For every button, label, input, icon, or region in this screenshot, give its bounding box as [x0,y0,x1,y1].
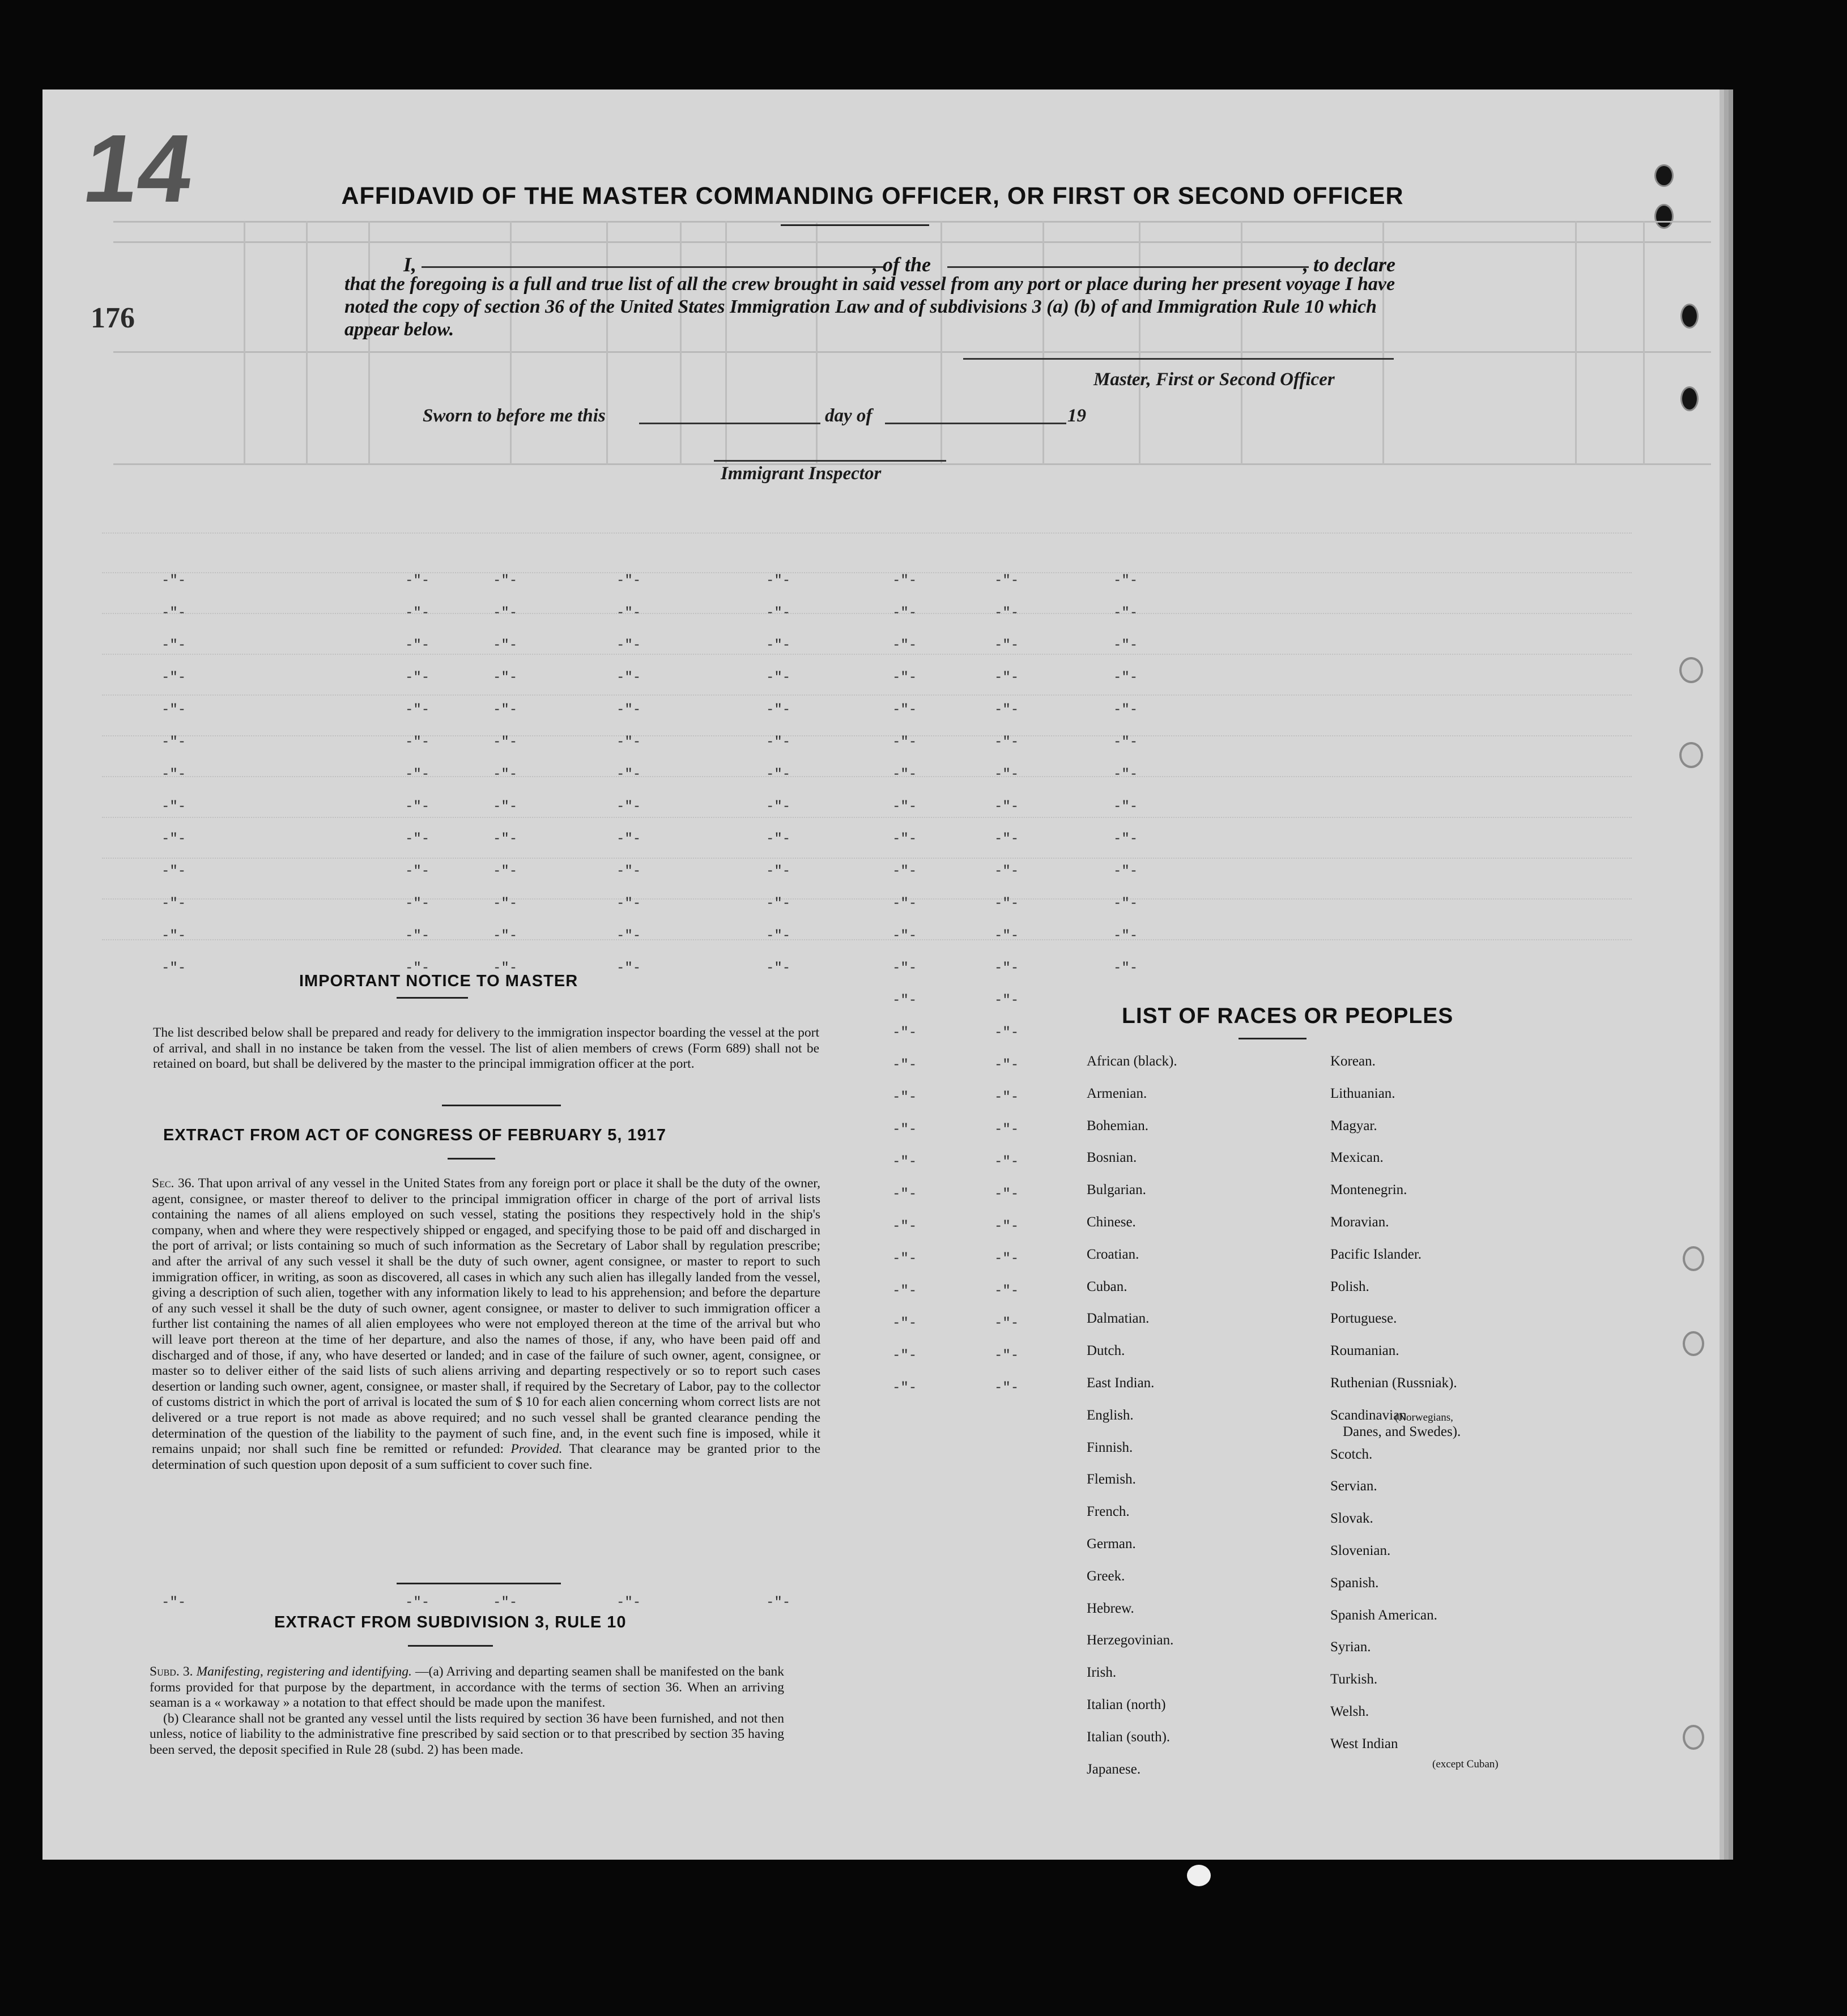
race-item: Polish. [1330,1278,1369,1294]
ditto-mark: -"- [161,1595,186,1610]
light-spot [1187,1865,1211,1886]
race-item: Spanish American. [1330,1607,1437,1623]
race-item: Armenian. [1087,1085,1147,1101]
ditto-mark: -"- [1113,896,1138,911]
ditto-mark: -"- [994,928,1019,944]
ditto-mark: -"- [161,638,186,653]
affidavit-statement: that the foregoing is a full and true list of all the crew brought in said vessel from any port or place during her present voyage I have noted the copy of section 36 of the United States Immigration Law and of subdivisions 3 (a) (b) of and Immigration Rule 10 which appear below. [344,274,1395,340]
ditto-mark: -"- [892,1025,917,1041]
race-item: Spanish. [1330,1575,1379,1591]
race-item: Roumanian. [1330,1343,1399,1359]
race-item: English. [1087,1407,1134,1423]
race-item: Syrian. [1330,1639,1371,1655]
ditto-mark: -"- [994,606,1019,621]
stamp-mark: 14 [77,115,200,223]
race-item: Servian. [1330,1478,1377,1494]
affidavit-i: I, [403,253,417,276]
ditto-mark: -"- [994,1122,1019,1137]
act-text [152,1176,820,1473]
ditto-mark: -"- [616,767,641,782]
ditto-mark: -"- [616,573,641,589]
race-item: Turkish. [1330,1672,1378,1687]
ditto-mark: -"- [405,864,430,879]
title-rule [781,224,929,226]
ditto-mark: -"- [161,832,186,847]
race-item: Greek. [1087,1568,1125,1584]
ditto-mark: -"- [1113,735,1138,750]
ditto-mark: -"- [994,638,1019,653]
binder-ring [1683,1246,1704,1271]
ditto-mark: -"- [616,896,641,911]
ditto-mark: -"- [493,702,518,718]
west-indian-note: (except Cuban) [1432,1758,1499,1770]
ditto-mark: -"- [994,670,1019,685]
ditto-mark: -"- [1113,702,1138,718]
affidavit-to-declare: , to declare [1303,253,1395,276]
ditto-mark: -"- [892,767,917,782]
race-item: Magyar. [1330,1118,1377,1133]
section-36-text: That upon arrival of any vessel in the United States from any foreign port or place it shall be the duty of the owner, agent, consignee, or master thereof to deliver to the principal immigration officer in charge of the port of arrival lists containing the names of all aliens employed on such vessel, stating the positions they respectively hold in the ship's company, when and where they were respectively shipped or engaged, and specifying those to be paid off and discharged in the port of arrival; or lists containing so much of such information as the Secretary of Labor shall by regulation prescribe; and after the arrival of any such vessel it shall be the duty of such owner, agent consignee, or master to report to such immigration officer, in writing, as soon as discovered, all cases in which any such alien has illegally landed from the vessel, giving a description of such alien, together with any information likely to lead to his apprehension; and before the departure of any such vessel it shall be the duty of such owner, agent consignee, or master to deliver to such immigration officer a further list containing the names of all alien employees who were not employed thereon at the time of the arrival but who will leave port thereon at the time of her departure, and also the names of those, if any, who have been paid off and discharged and of those, if any, who have deserted or landed; and in case of the failure of such owner, agent, consignee, or master so to deliver either of the said lists of such aliens arriving and departing respectively or so to report such cases desertion or landing such owner, agent, consignee, or master shall, if required by the Secretary of Labor, pay to the collector of customs district in which the port of arrival is located the sum of $ 10 for each alien concerning whom correct lists are not delivered or a true report is not made as above required; and no such vessel shall be granted clearance pending the determination of the question of the liability to the payment of such fine, and, in the event such fine is imposed, while it remains unpaid; nor shall such fine be remitted or refunded: [152,1176,821,1457]
ditto-mark: -"- [892,1090,917,1105]
ditto-mark: -"- [994,735,1019,750]
ditto-mark: -"- [766,767,791,782]
ditto-mark: -"- [892,1122,917,1137]
binder-ring [1683,1725,1704,1750]
ditto-mark: -"- [892,799,917,815]
ditto-mark: -"- [493,961,518,976]
binder-hole [1654,164,1674,187]
rule-extract-title: EXTRACT FROM SUBDIVISION 3, RULE 10 [274,1613,627,1631]
ditto-mark: -"- [892,702,917,718]
ditto-mark: -"- [1113,573,1138,589]
subd-label: Subd. 3. [150,1664,193,1679]
ditto-mark: -"- [405,767,430,782]
ditto-mark: -"- [1113,928,1138,944]
ditto-mark: -"- [1113,638,1138,653]
ditto-mark: -"- [766,606,791,621]
ditto-mark: -"- [892,1154,917,1170]
ditto-mark: -"- [616,864,641,879]
ditto-mark: -"- [161,896,186,911]
ditto-mark: -"- [892,928,917,944]
ditto-mark: -"- [161,573,186,589]
day-of: day of [825,406,873,426]
ditto-mark: -"- [161,702,186,718]
inspector-line [714,460,946,462]
ditto-mark: -"- [766,1595,791,1610]
act-rule [448,1158,495,1160]
ditto-mark: -"- [1113,961,1138,976]
ditto-mark: -"- [892,670,917,685]
rule-text [150,1664,784,1758]
race-item: French. [1087,1504,1130,1520]
ditto-mark: -"- [766,896,791,911]
race-item: Scotch. [1330,1446,1373,1462]
race-item: Bulgarian. [1087,1182,1146,1198]
race-item: Italian (south). [1087,1729,1171,1745]
ditto-mark: -"- [892,993,917,1008]
race-item: German. [1087,1536,1136,1552]
ditto-mark: -"- [616,928,641,944]
ditto-mark: -"- [994,1348,1019,1363]
ditto-mark: -"- [493,638,518,653]
binder-ring [1679,657,1703,683]
race-item: Bohemian. [1087,1118,1149,1133]
ditto-mark: -"- [493,1595,518,1610]
ditto-mark: -"- [766,638,791,653]
ditto-mark: -"- [994,702,1019,718]
race-item: Italian (north) [1087,1697,1166,1712]
ditto-mark: -"- [994,993,1019,1008]
ditto-mark: -"- [766,670,791,685]
scandinavian-note-1: (Norwegians, [1395,1412,1453,1423]
ditto-mark: -"- [892,832,917,847]
ditto-mark: -"- [405,799,430,815]
ditto-mark: -"- [994,1154,1019,1170]
ditto-mark: -"- [994,767,1019,782]
section-label: Sec. 36. [152,1176,195,1191]
ditto-mark: -"- [994,1058,1019,1073]
ditto-mark: -"- [994,1316,1019,1331]
act-extract-title: EXTRACT FROM ACT OF CONGRESS OF FEBRUARY 5, 1917 [163,1126,667,1144]
race-item: East Indian. [1087,1375,1155,1391]
ditto-mark: -"- [405,702,430,718]
race-item: Montenegrin. [1330,1182,1407,1198]
race-item: Japanese. [1087,1761,1141,1777]
ditto-mark: -"- [892,1058,917,1073]
ditto-mark: -"- [892,606,917,621]
notice-text: The list described below shall be prepared and ready for delivery to the immigration inspector boarding the vessel at the port of arrival, and shall in no instance be taken from the vessel. The list of alien members of crews (Form 689) shall not be retained on board, but shall be delivered by the master to the principal immigration officer at the port. [153,1025,819,1072]
ditto-mark: -"- [493,928,518,944]
race-item: Herzegovinian. [1087,1633,1174,1648]
ditto-mark: -"- [994,1380,1019,1396]
ditto-mark: -"- [405,961,430,976]
race-item: Scandinavian [1330,1407,1407,1423]
ditto-mark: -"- [1113,799,1138,815]
race-item: Dutch. [1087,1343,1125,1359]
ditto-mark: -"- [616,670,641,685]
race-item: Ruthenian (Russniak). [1330,1375,1457,1391]
ditto-mark: -"- [616,638,641,653]
ditto-mark: -"- [994,832,1019,847]
signature-line [963,358,1394,360]
ditto-mark: -"- [1113,832,1138,847]
binder-ring [1683,1331,1704,1356]
subd-heading: Manifesting, registering and identifying. [196,1664,412,1679]
ditto-mark: -"- [616,735,641,750]
ditto-mark: -"- [493,606,518,621]
ditto-mark: -"- [161,799,186,815]
ditto-mark: -"- [161,735,186,750]
ditto-mark: -"- [766,702,791,718]
race-item: Slovenian. [1330,1543,1391,1558]
race-item: Chinese. [1087,1214,1136,1230]
page-label: 176 [91,302,135,334]
race-item: Irish. [1087,1665,1117,1681]
ditto-mark: -"- [892,1348,917,1363]
ditto-mark: -"- [892,1219,917,1234]
ditto-mark: -"- [493,896,518,911]
binder-ring [1679,742,1703,768]
ditto-mark: -"- [493,670,518,685]
ditto-mark: -"- [994,799,1019,815]
race-item: Bosnian. [1087,1150,1137,1166]
month-blank [885,423,1066,424]
ditto-mark: -"- [616,832,641,847]
ditto-mark: -"- [616,702,641,718]
ditto-mark: -"- [161,670,186,685]
ditto-mark: -"- [1113,864,1138,879]
scandinavian-note-2: Danes, and Swedes). [1343,1424,1461,1439]
ditto-mark: -"- [1113,606,1138,621]
ditto-mark: -"- [493,573,518,589]
name-blank [422,266,884,268]
ditto-mark: -"- [766,928,791,944]
proviso-label: Provided. [510,1442,563,1457]
inspector-label: Immigrant Inspector [721,463,882,484]
races-title: LIST OF RACES OR PEOPLES [1122,1004,1454,1028]
ditto-mark: -"- [405,735,430,750]
ditto-mark: -"- [405,928,430,944]
ditto-mark: -"- [994,1219,1019,1234]
race-item: Croatian. [1087,1246,1139,1262]
rule-rule [408,1645,493,1647]
ditto-mark: -"- [994,864,1019,879]
ditto-mark: -"- [616,961,641,976]
affidavit-of-the: , of the [873,253,931,276]
ditto-mark: -"- [493,767,518,782]
ditto-mark: -"- [405,832,430,847]
ditto-mark: -"- [616,606,641,621]
ditto-mark: -"- [766,735,791,750]
ditto-mark: -"- [1113,670,1138,685]
affidavit-title: AFFIDAVID OF THE MASTER COMMANDING OFFICER, OR FIRST OR SECOND OFFICER [341,182,1404,210]
ditto-mark: -"- [161,928,186,944]
ditto-mark: -"- [892,1284,917,1299]
ditto-mark: -"- [161,606,186,621]
ditto-mark: -"- [892,735,917,750]
signature-label: Master, First or Second Officer [1093,369,1335,390]
ditto-mark: -"- [892,896,917,911]
ditto-mark: -"- [766,573,791,589]
race-item: Flemish. [1087,1472,1136,1488]
ditto-mark: -"- [493,864,518,879]
ditto-mark: -"- [161,864,186,879]
race-item: Korean. [1330,1054,1376,1069]
ditto-mark: -"- [493,832,518,847]
ditto-mark: -"- [766,832,791,847]
race-item: African (black). [1087,1054,1177,1069]
notice-end-rule [442,1105,561,1106]
ditto-mark: -"- [892,573,917,589]
proviso-text: That clearance may be granted prior to the determination of such question upon deposit of a sum sufficient to cover such fine. [152,1442,821,1472]
para-a: —(a) Arriving and departing seamen shall be manifested on the bank forms provided for that purpose by the department, in accordance with the terms of section 36. When an arriving seaman is a « workaway » a notation to that effect should be made upon the manifest. [150,1664,785,1711]
ditto-mark: -"- [892,864,917,879]
ditto-mark: -"- [994,896,1019,911]
ditto-mark: -"- [994,1025,1019,1041]
ditto-mark: -"- [405,1595,430,1610]
para-b: (b) Clearance shall not be granted any vessel until the lists required by section 36 have been furnished, and not then unless, notice of liability to the administrative fine prescribed by said section or to that prescribed by section 35 having been served, the deposit specified in Rule 28 (subd. 2) has been made. [150,1711,784,1757]
ditto-mark: -"- [1113,767,1138,782]
race-item: Portuguese. [1330,1311,1397,1327]
ditto-mark: -"- [405,573,430,589]
act-end-rule [397,1583,561,1584]
ditto-mark: -"- [994,573,1019,589]
ditto-mark: -"- [493,735,518,750]
race-item: Pacific Islander. [1330,1246,1422,1262]
notice-rule [397,997,468,999]
race-item: Cuban. [1087,1278,1127,1294]
race-item: West Indian [1330,1736,1398,1751]
ditto-mark: -"- [766,961,791,976]
ditto-mark: -"- [161,767,186,782]
ditto-mark: -"- [766,799,791,815]
ditto-mark: -"- [892,1187,917,1202]
race-item: Lithuanian. [1330,1085,1395,1101]
ditto-mark: -"- [994,961,1019,976]
ditto-mark: -"- [493,799,518,815]
ditto-mark: -"- [892,1251,917,1267]
ditto-mark: -"- [405,896,430,911]
race-item: Dalmatian. [1087,1311,1150,1327]
ditto-mark: -"- [161,961,186,976]
ditto-mark: -"- [994,1284,1019,1299]
ditto-mark: -"- [994,1090,1019,1105]
ditto-mark: -"- [994,1251,1019,1267]
ditto-mark: -"- [766,864,791,879]
race-item: Moravian. [1330,1214,1389,1230]
ditto-mark: -"- [892,1380,917,1396]
ditto-mark: -"- [892,1316,917,1331]
ditto-mark: -"- [405,606,430,621]
day-blank [639,423,820,424]
ditto-mark: -"- [405,638,430,653]
race-item: Mexican. [1330,1150,1384,1166]
ditto-mark: -"- [616,1595,641,1610]
ditto-mark: -"- [616,799,641,815]
race-item: Slovak. [1330,1511,1373,1527]
ditto-mark: -"- [994,1187,1019,1202]
notice-title: IMPORTANT NOTICE TO MASTER [299,972,578,990]
ditto-mark: -"- [892,961,917,976]
race-item: Hebrew. [1087,1600,1134,1616]
race-item: Finnish. [1087,1439,1133,1455]
ditto-mark: -"- [405,670,430,685]
vessel-blank [947,266,1309,268]
races-rule [1239,1038,1306,1039]
year-prefix: 19 [1067,406,1086,426]
race-item: Welsh. [1330,1704,1369,1719]
ditto-mark: -"- [892,638,917,653]
sworn-before: Sworn to before me this [423,406,606,426]
